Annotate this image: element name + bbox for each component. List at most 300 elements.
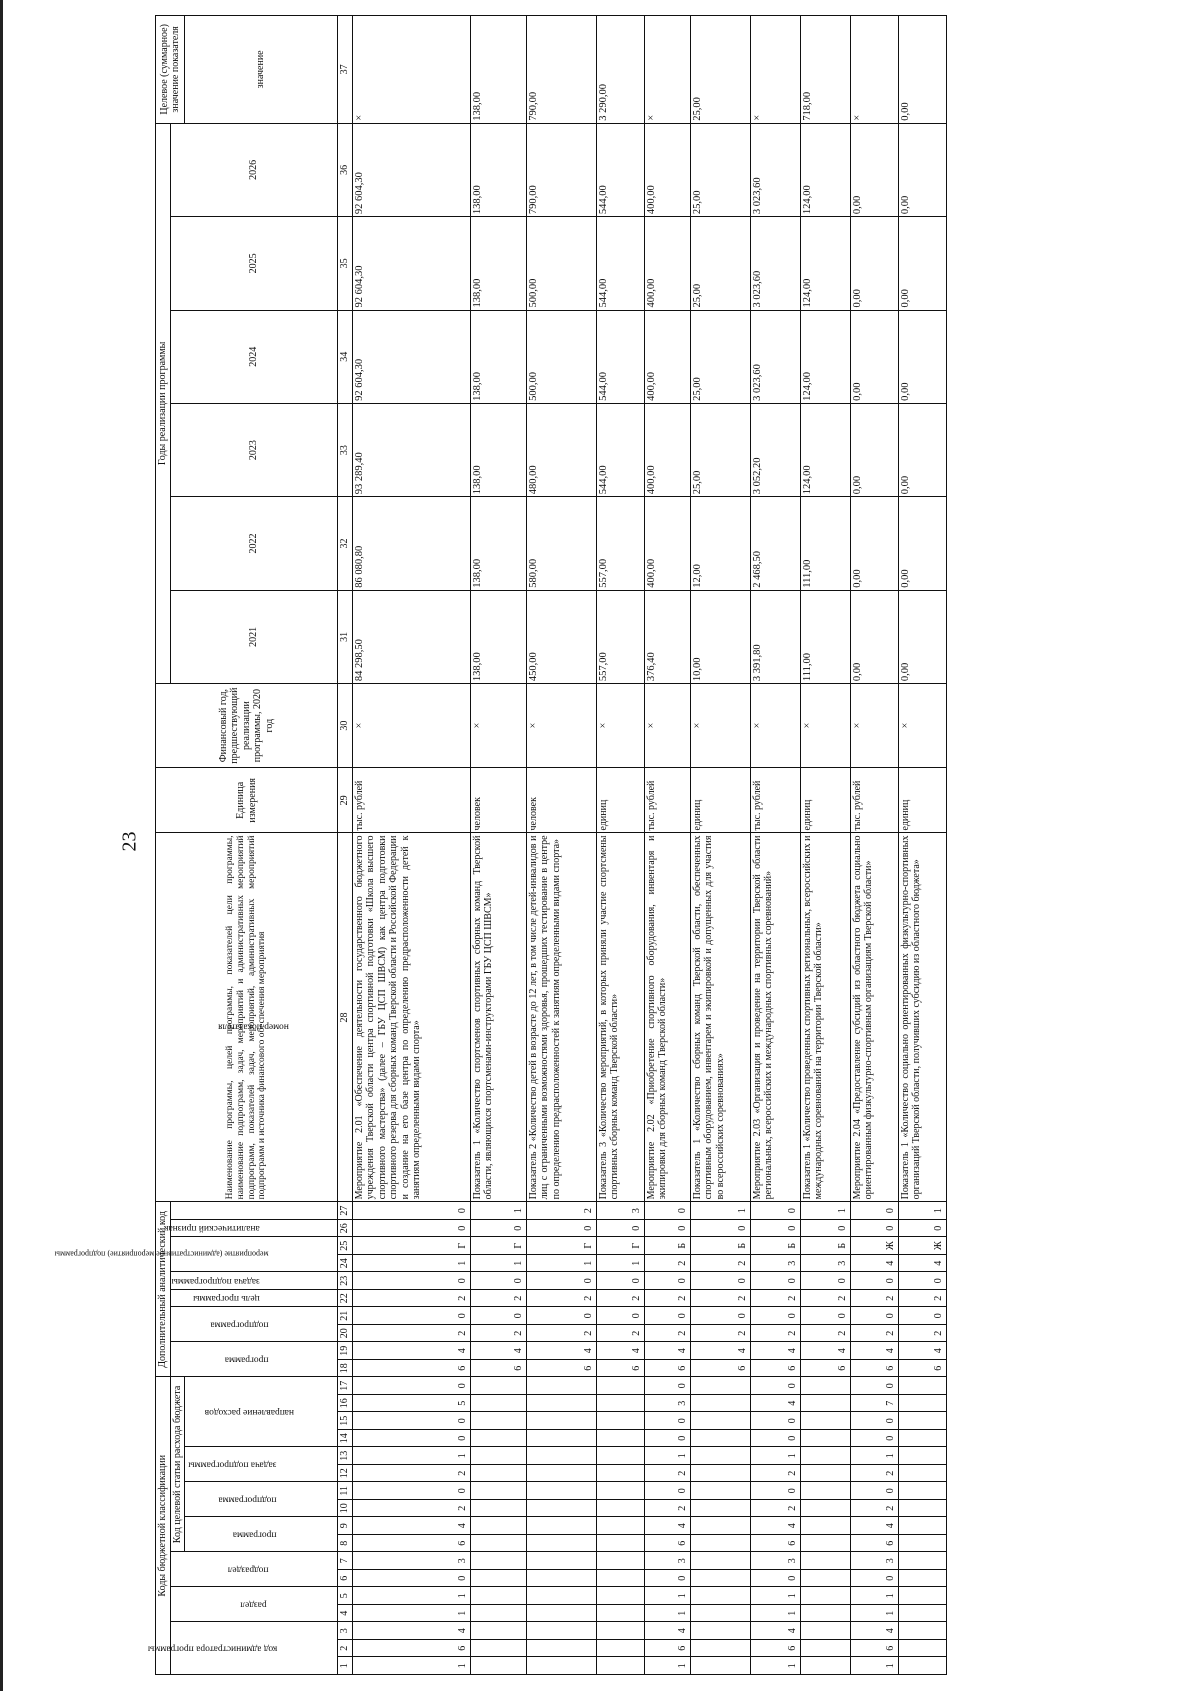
row-y2024: 400,00 [644, 310, 690, 403]
code-cell: 4 [850, 1342, 898, 1360]
code-cell [470, 1377, 526, 1395]
code-cell: 0 [352, 1272, 470, 1290]
code-cell: 1 [470, 1254, 526, 1272]
code-cell: 4 [596, 1342, 644, 1360]
table-row [596, 16, 644, 1675]
code-cell: 4 [644, 1517, 690, 1535]
code-cell [690, 1622, 750, 1640]
code-cell: 0 [644, 1570, 690, 1588]
row-fin-year: × [898, 684, 946, 768]
code-cell [470, 1570, 526, 1588]
row-y2022: 86 080,80 [352, 497, 470, 590]
code-cell: 0 [850, 1430, 898, 1448]
code-cell: 0 [750, 1219, 800, 1237]
row-unit: единиц [690, 768, 750, 833]
column-number: 31 [338, 590, 353, 683]
column-number: 23 [338, 1272, 353, 1290]
code-cell [690, 1517, 750, 1535]
code-cell: 6 [690, 1359, 750, 1377]
code-cell: 0 [596, 1272, 644, 1290]
code-cell: 6 [470, 1359, 526, 1377]
code-cell [596, 1517, 644, 1535]
code-cell [800, 1605, 850, 1623]
row-target: 718,00 [800, 16, 850, 124]
code-cell [898, 1587, 946, 1605]
code-cell [690, 1395, 750, 1413]
table-row [644, 16, 690, 1675]
code-cell [800, 1500, 850, 1518]
row-name: Мероприятие 2.03 «Организация и проведение на территории Тверской области региональных, всероссийских и международных спортивных соревнований» [750, 833, 800, 1202]
row-y2021: 0,00 [898, 590, 946, 683]
code-cell [470, 1640, 526, 1658]
code-cell: 0 [690, 1307, 750, 1325]
code-cell [470, 1517, 526, 1535]
code-cell [470, 1657, 526, 1675]
header-a-indicator: номер показателя [170, 833, 338, 1219]
row-unit: человек [470, 768, 526, 833]
code-cell [800, 1412, 850, 1430]
row-target: × [850, 16, 898, 124]
column-number: 20 [338, 1324, 353, 1342]
header-analytic-code: Дополнительный аналитический код [156, 1202, 171, 1377]
row-y2025: 0,00 [898, 217, 946, 310]
row-y2025: 544,00 [596, 217, 644, 310]
column-number: 5 [338, 1587, 353, 1605]
row-y2025: 25,00 [690, 217, 750, 310]
row-y2022: 0,00 [898, 497, 946, 590]
code-cell: 2 [644, 1465, 690, 1483]
code-cell [526, 1622, 596, 1640]
row-target: 0,00 [898, 16, 946, 124]
code-cell: 0 [750, 1570, 800, 1588]
code-cell: 2 [470, 1324, 526, 1342]
row-y2022: 0,00 [850, 497, 898, 590]
row-fin-year: × [644, 684, 690, 768]
row-y2021: 450,00 [526, 590, 596, 683]
row-y2025: 400,00 [644, 217, 690, 310]
code-cell: 0 [644, 1430, 690, 1448]
code-cell [470, 1605, 526, 1623]
header-subsection: подраздел [170, 1552, 338, 1587]
row-y2023: 138,00 [470, 403, 526, 496]
row-unit: единиц [596, 768, 644, 833]
code-cell [690, 1605, 750, 1623]
code-cell: 1 [526, 1254, 596, 1272]
row-y2021: 84 298,50 [352, 590, 470, 683]
code-cell: 6 [850, 1640, 898, 1658]
code-cell [898, 1395, 946, 1413]
row-fin-year: × [352, 684, 470, 768]
code-cell: 6 [352, 1359, 470, 1377]
code-cell [690, 1482, 750, 1500]
code-cell: Г [526, 1237, 596, 1255]
row-y2025: 92 604,30 [352, 217, 470, 310]
row-target: × [644, 16, 690, 124]
code-cell: 2 [596, 1324, 644, 1342]
header-a-task: задача подпрограммы [170, 1272, 338, 1290]
header-unit: Единица измерения [156, 768, 338, 833]
code-cell: 0 [352, 1430, 470, 1448]
code-cell: 4 [750, 1395, 800, 1413]
code-cell: 0 [470, 1307, 526, 1325]
code-cell [526, 1517, 596, 1535]
column-number: 22 [338, 1289, 353, 1307]
header-target-value: значение [185, 16, 338, 124]
header-fin-year: Финансовый год, предшествующий реализации программы, 2020 год [156, 684, 338, 768]
code-cell: 0 [800, 1307, 850, 1325]
code-cell: 1 [596, 1254, 644, 1272]
row-y2026: 0,00 [850, 123, 898, 216]
code-cell: 1 [352, 1605, 470, 1623]
code-cell: 4 [526, 1342, 596, 1360]
code-cell: 1 [750, 1657, 800, 1675]
code-cell: 0 [850, 1202, 898, 1220]
column-number: 27 [338, 1202, 353, 1220]
code-cell: 2 [596, 1289, 644, 1307]
code-cell: 1 [898, 1202, 946, 1220]
code-cell: 0 [850, 1219, 898, 1237]
code-cell: 6 [644, 1359, 690, 1377]
row-y2024: 544,00 [596, 310, 644, 403]
code-cell: 0 [644, 1219, 690, 1237]
code-cell: 1 [644, 1447, 690, 1465]
code-cell [690, 1430, 750, 1448]
code-cell: 0 [750, 1412, 800, 1430]
column-number: 28 [338, 833, 353, 1202]
code-cell: 4 [690, 1342, 750, 1360]
row-y2024: 92 604,30 [352, 310, 470, 403]
code-cell [800, 1535, 850, 1553]
code-cell: 1 [352, 1447, 470, 1465]
code-cell [898, 1605, 946, 1623]
header-year-2023: 2023 [170, 403, 338, 496]
row-target: 138,00 [470, 16, 526, 124]
code-cell [470, 1482, 526, 1500]
code-cell [898, 1447, 946, 1465]
code-cell [690, 1552, 750, 1570]
code-cell: 0 [352, 1482, 470, 1500]
code-cell: 6 [750, 1640, 800, 1658]
row-y2021: 376,40 [644, 590, 690, 683]
code-cell: 1 [850, 1657, 898, 1675]
row-y2023: 3 052,20 [750, 403, 800, 496]
code-cell: 1 [850, 1587, 898, 1605]
column-number: 11 [338, 1482, 353, 1500]
row-name: Мероприятие 2.02 «Приобретение спортивного оборудования, инвентаря и экипировки для сборных команд Тверской области» [644, 833, 690, 1202]
code-cell: 0 [850, 1307, 898, 1325]
header-budget-codes: Коды бюджетной классификации [156, 1377, 171, 1675]
code-cell [526, 1465, 596, 1483]
row-y2022: 400,00 [644, 497, 690, 590]
code-cell [898, 1535, 946, 1553]
code-cell: 0 [644, 1377, 690, 1395]
code-cell: 1 [644, 1605, 690, 1623]
code-cell: 2 [800, 1289, 850, 1307]
column-number: 1 [338, 1657, 353, 1675]
code-cell: 2 [690, 1324, 750, 1342]
code-cell: 2 [850, 1500, 898, 1518]
row-fin-year: × [800, 684, 850, 768]
row-name: Показатель 1 «Количество проведенных спортивных региональных, всероссийских и международных соревнований на территории Тверской области» [800, 833, 850, 1202]
code-cell: 2 [526, 1289, 596, 1307]
row-y2022: 12,00 [690, 497, 750, 590]
code-cell [898, 1412, 946, 1430]
code-cell [800, 1465, 850, 1483]
code-cell: 0 [352, 1412, 470, 1430]
code-cell: 2 [352, 1289, 470, 1307]
code-cell: 6 [644, 1535, 690, 1553]
code-cell: 3 [644, 1552, 690, 1570]
code-cell [526, 1587, 596, 1605]
row-y2026: 0,00 [898, 123, 946, 216]
code-cell: 4 [850, 1622, 898, 1640]
row-fin-year: × [850, 684, 898, 768]
code-cell: 4 [850, 1517, 898, 1535]
row-unit: единиц [800, 768, 850, 833]
code-cell [800, 1640, 850, 1658]
column-number: 18 [338, 1359, 353, 1377]
code-cell [526, 1430, 596, 1448]
row-y2021: 0,00 [850, 590, 898, 683]
code-cell: 6 [898, 1359, 946, 1377]
code-cell [800, 1447, 850, 1465]
code-cell: 4 [644, 1622, 690, 1640]
code-cell [800, 1622, 850, 1640]
code-cell: 0 [750, 1272, 800, 1290]
code-cell: 1 [352, 1657, 470, 1675]
code-cell: 0 [750, 1430, 800, 1448]
code-cell: 2 [690, 1254, 750, 1272]
row-y2024: 25,00 [690, 310, 750, 403]
column-number: 17 [338, 1377, 353, 1395]
row-y2024: 0,00 [898, 310, 946, 403]
row-y2023: 544,00 [596, 403, 644, 496]
row-y2026: 3 023,60 [750, 123, 800, 216]
column-number: 26 [338, 1219, 353, 1237]
code-cell: 0 [800, 1219, 850, 1237]
code-cell: 1 [750, 1587, 800, 1605]
code-cell: 6 [850, 1535, 898, 1553]
code-cell [898, 1377, 946, 1395]
code-cell: 1 [352, 1254, 470, 1272]
code-cell [596, 1430, 644, 1448]
header-years-group: Годы реализации программы [156, 123, 171, 683]
code-cell [526, 1482, 596, 1500]
header-target-article: Код целевой статьи расхода бюджета [170, 1377, 185, 1552]
header-expense-direction: направление расходов [185, 1377, 338, 1447]
code-cell [596, 1552, 644, 1570]
row-y2026: 544,00 [596, 123, 644, 216]
code-cell: 3 [644, 1395, 690, 1413]
row-y2022: 138,00 [470, 497, 526, 590]
code-cell [470, 1535, 526, 1553]
column-number: 4 [338, 1605, 353, 1623]
code-cell: 6 [526, 1359, 596, 1377]
code-cell [470, 1552, 526, 1570]
code-cell [800, 1430, 850, 1448]
code-cell [596, 1482, 644, 1500]
code-cell: 0 [850, 1570, 898, 1588]
column-number: 35 [338, 217, 353, 310]
code-cell: 1 [644, 1657, 690, 1675]
code-cell: 2 [850, 1289, 898, 1307]
code-cell [898, 1570, 946, 1588]
code-cell: 6 [644, 1640, 690, 1658]
header-a-event: мероприятие (административное мероприятие) подпрограммы [170, 1237, 338, 1272]
header-a-subprogram: подпрограмма [170, 1307, 338, 1342]
row-y2025: 0,00 [850, 217, 898, 310]
row-target: × [750, 16, 800, 124]
row-y2021: 10,00 [690, 590, 750, 683]
row-y2022: 2 468,50 [750, 497, 800, 590]
code-cell: Б [690, 1237, 750, 1255]
code-cell: 4 [470, 1342, 526, 1360]
code-cell: 0 [750, 1482, 800, 1500]
code-cell: 6 [596, 1359, 644, 1377]
code-cell [800, 1517, 850, 1535]
code-cell: 6 [800, 1359, 850, 1377]
row-y2023: 124,00 [800, 403, 850, 496]
code-cell: 2 [750, 1465, 800, 1483]
page-number: 23 [118, 831, 141, 852]
code-cell: Б [644, 1237, 690, 1255]
column-numbers-row [338, 16, 353, 1675]
code-cell: 0 [352, 1202, 470, 1220]
code-cell: 0 [750, 1202, 800, 1220]
row-y2024: 3 023,60 [750, 310, 800, 403]
code-cell: 4 [352, 1342, 470, 1360]
row-target: 790,00 [526, 16, 596, 124]
header-year-2022: 2022 [170, 497, 338, 590]
column-number: 36 [338, 123, 353, 216]
code-cell: 6 [352, 1640, 470, 1658]
code-cell [596, 1640, 644, 1658]
code-cell [526, 1447, 596, 1465]
header-admin-code: код администратора программы [170, 1622, 338, 1675]
row-name: Показатель 3 «Количество мероприятий, в которых приняли участие спортсмены спортивных сборных команд Тверской области» [596, 833, 644, 1202]
table-row [352, 16, 470, 1675]
code-cell [800, 1377, 850, 1395]
code-cell [526, 1535, 596, 1553]
column-number: 6 [338, 1570, 353, 1588]
row-y2022: 580,00 [526, 497, 596, 590]
code-cell: 1 [800, 1202, 850, 1220]
code-cell [470, 1465, 526, 1483]
code-cell [898, 1657, 946, 1675]
code-cell: 1 [470, 1202, 526, 1220]
column-number: 14 [338, 1430, 353, 1448]
row-y2023: 0,00 [898, 403, 946, 496]
code-cell: Б [750, 1237, 800, 1255]
table-body [352, 16, 946, 1675]
code-cell [690, 1447, 750, 1465]
code-cell: 2 [644, 1254, 690, 1272]
rotated-page [54, 15, 1045, 1675]
row-y2023: 25,00 [690, 403, 750, 496]
row-y2023: 0,00 [850, 403, 898, 496]
code-cell: 0 [690, 1219, 750, 1237]
code-cell: 4 [644, 1342, 690, 1360]
code-cell: Ж [898, 1237, 946, 1255]
code-cell: 2 [690, 1289, 750, 1307]
code-cell: 1 [750, 1605, 800, 1623]
code-cell: 2 [526, 1324, 596, 1342]
row-fin-year: × [526, 684, 596, 768]
column-number: 9 [338, 1517, 353, 1535]
row-y2022: 557,00 [596, 497, 644, 590]
code-cell [898, 1622, 946, 1640]
code-cell: 1 [750, 1447, 800, 1465]
code-cell: Г [596, 1237, 644, 1255]
code-cell: 4 [352, 1622, 470, 1640]
code-cell: 2 [352, 1465, 470, 1483]
code-cell: 0 [898, 1307, 946, 1325]
code-cell: 6 [352, 1535, 470, 1553]
row-y2023: 480,00 [526, 403, 596, 496]
table-row [750, 16, 800, 1675]
code-cell [690, 1587, 750, 1605]
code-cell: 2 [750, 1500, 800, 1518]
row-fin-year: × [750, 684, 800, 768]
code-cell: 0 [750, 1377, 800, 1395]
row-unit: тыс. рублей [850, 768, 898, 833]
column-number: 15 [338, 1412, 353, 1430]
row-unit: тыс. рублей [750, 768, 800, 833]
code-cell: 0 [690, 1272, 750, 1290]
column-number: 3 [338, 1622, 353, 1640]
header-year-2024: 2024 [170, 310, 338, 403]
row-unit: человек [526, 768, 596, 833]
header-a-sign: аналитический признак [170, 1219, 338, 1237]
header-program: программа [185, 1517, 338, 1552]
row-name: Мероприятие 2.04 «Предоставление субсидий из областного бюджета социально ориентированным физкультурно-спортивным организациям Тверской области» [850, 833, 898, 1202]
row-unit: тыс. рублей [352, 768, 470, 833]
code-cell: 0 [850, 1377, 898, 1395]
code-cell [596, 1622, 644, 1640]
code-cell [526, 1395, 596, 1413]
code-cell: 6 [850, 1359, 898, 1377]
row-y2026: 25,00 [690, 123, 750, 216]
code-cell: Ж [850, 1237, 898, 1255]
code-cell: 0 [596, 1307, 644, 1325]
header-a-program: программа [170, 1342, 338, 1377]
code-cell [898, 1517, 946, 1535]
code-cell: 3 [352, 1552, 470, 1570]
code-cell: Г [470, 1237, 526, 1255]
code-cell: 0 [644, 1307, 690, 1325]
column-number: 32 [338, 497, 353, 590]
code-cell: 0 [644, 1202, 690, 1220]
column-number: 33 [338, 403, 353, 496]
row-y2022: 111,00 [800, 497, 850, 590]
header-year-2021: 2021 [170, 590, 338, 683]
row-name: Показатель 2 «Количество детей в возрасте до 12 лет, в том числе детей-инвалидов и лиц с ограниченными возможностями здоровья, прошедших тестирование в центре по определению предрасположенностей к занятиям определенными видами спорта» [526, 833, 596, 1202]
code-cell: 0 [352, 1219, 470, 1237]
code-cell: 0 [898, 1219, 946, 1237]
code-cell: 3 [596, 1202, 644, 1220]
code-cell [526, 1605, 596, 1623]
code-cell [898, 1640, 946, 1658]
code-cell: 1 [644, 1587, 690, 1605]
code-cell [470, 1430, 526, 1448]
code-cell [800, 1570, 850, 1588]
row-y2024: 500,00 [526, 310, 596, 403]
header-a-goal: цель программы [170, 1289, 338, 1307]
code-cell [596, 1500, 644, 1518]
code-cell: 4 [750, 1517, 800, 1535]
code-cell: Г [352, 1237, 470, 1255]
row-target: × [352, 16, 470, 124]
